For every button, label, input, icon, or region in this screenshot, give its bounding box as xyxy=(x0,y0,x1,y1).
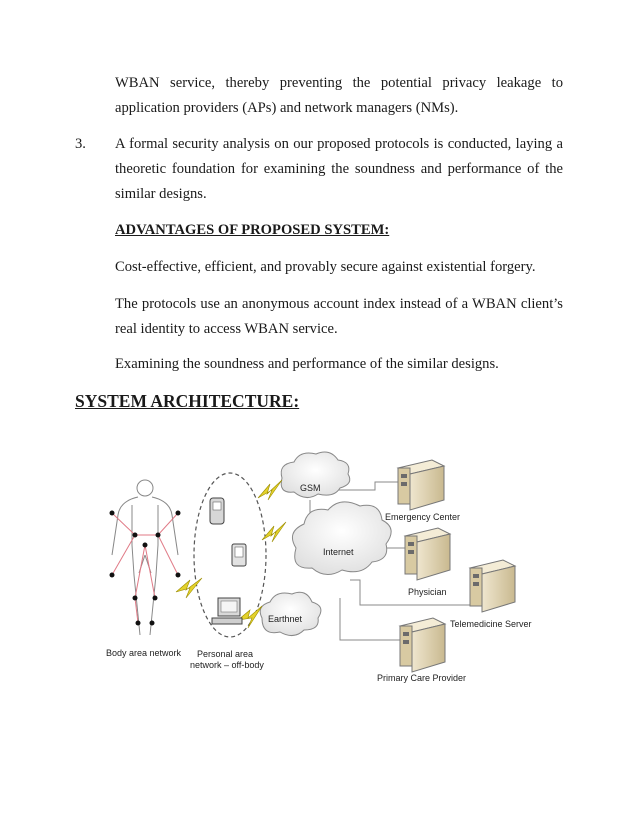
item2-line1: WBAN service, thereby preventing the potential privacy leakage to xyxy=(115,75,563,91)
computer-icon xyxy=(212,598,242,624)
advantages-heading: ADVANTAGES OF PROPOSED SYSTEM: xyxy=(115,222,390,238)
phone-icon xyxy=(210,498,224,524)
body-sensors xyxy=(110,511,181,626)
primary-care-server xyxy=(400,618,445,672)
internet-cloud xyxy=(292,502,391,575)
label-personal-area-line2: network – off-body xyxy=(190,660,264,670)
advantage-point-1: Cost-effective, efficient, and provably secure against existential forgery. xyxy=(115,259,536,275)
label-body-area-network: Body area network xyxy=(106,648,182,658)
emergency-center-server xyxy=(398,460,444,510)
item3-line3: similar designs. xyxy=(115,186,207,202)
advantage-point-2-line2: real identity to access WBAN service. xyxy=(115,321,338,337)
label-emergency-center: Emergency Center xyxy=(385,512,461,522)
item3-line1: A formal security analysis on our proposed protocols is conducted, laying a xyxy=(115,136,563,152)
telemedicine-server xyxy=(470,560,515,612)
label-internet: Internet xyxy=(323,547,354,557)
body-sensor-links xyxy=(112,513,178,623)
label-physician: Physician xyxy=(408,587,447,597)
label-personal-area-line1: Personal area xyxy=(197,649,254,659)
label-gsm: GSM xyxy=(300,483,321,493)
architecture-heading: SYSTEM ARCHITECTURE: xyxy=(75,391,300,411)
label-primary-care-provider: Primary Care Provider xyxy=(377,673,467,683)
item3-number: 3. xyxy=(75,136,86,152)
label-telemedicine-server: Telemedicine Server xyxy=(450,619,532,629)
item3-line2: theoretic foundation for examining the soundness and performance of the xyxy=(115,161,563,177)
advantage-point-3: Examining the soundness and performance of the similar designs. xyxy=(115,356,499,372)
pda-icon xyxy=(232,544,246,566)
advantage-point-2-line1: The protocols use an anonymous account index instead of a WBAN client’s xyxy=(115,296,563,312)
physician-server xyxy=(405,528,450,580)
item2-line2: application providers (APs) and network managers (NMs). xyxy=(115,100,459,116)
label-earthnet: Earthnet xyxy=(268,614,303,624)
